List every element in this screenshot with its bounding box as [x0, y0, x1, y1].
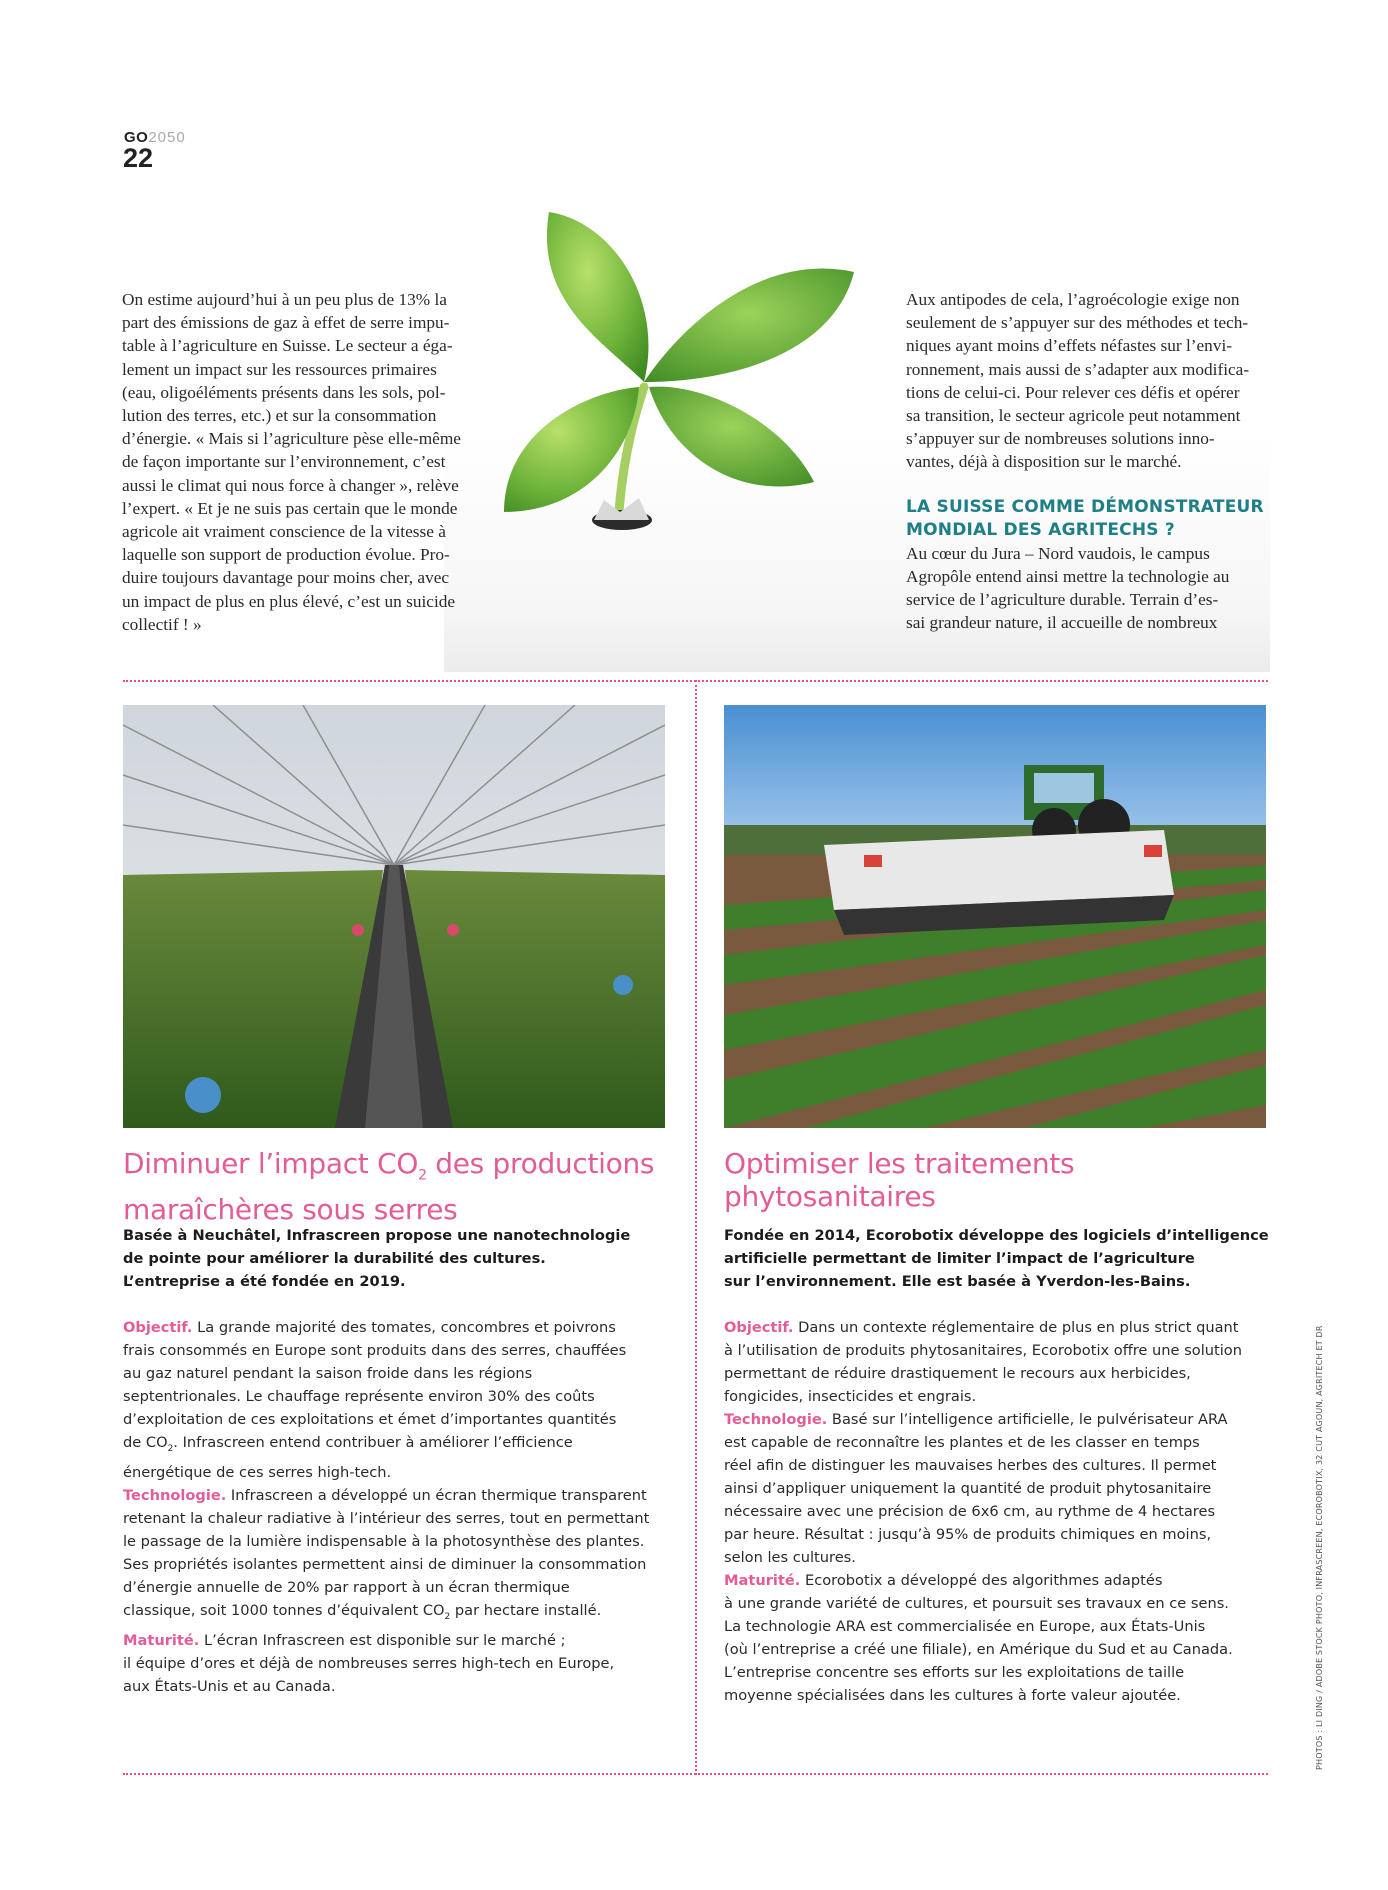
lead-line: sur l’environnement. Elle est basée à Yverdon-les-Bains.	[724, 1273, 1191, 1290]
body-line: septentrionales. Le chauffage représente environ 30% des coûts	[123, 1388, 595, 1405]
body-line: fongicides, insecticides et engrais.	[724, 1388, 977, 1405]
text-line: (eau, oligoéléments présents dans les sols, pol-	[122, 382, 446, 402]
subheading-line: MONDIAL DES AGRITECHS ?	[906, 519, 1175, 540]
lead-line: Basée à Neuchâtel, Infrascreen propose une nanotechnologie	[123, 1227, 631, 1244]
body-line: à l’utilisation de produits phytosanitaires, Ecorobotix offre une solution	[724, 1342, 1242, 1359]
text-line: service de l’agriculture durable. Terrain d’es-	[906, 590, 1219, 610]
body-line: par heure. Résultat : jusqu’à 95% de produits chimiques en moins,	[724, 1526, 1212, 1543]
body-text: Infrascreen a développé un écran thermique transparent	[226, 1486, 647, 1504]
lead-line: Fondée en 2014, Ecorobotix développe des logiciels d’intelligence	[724, 1227, 1269, 1244]
body-line: énergétique de ces serres high-tech.	[123, 1463, 392, 1481]
text-line: laquelle son support de production évolue. Pro-	[122, 545, 450, 565]
article-right-lead	[724, 1224, 1284, 1293]
title-subscript: 2	[418, 1167, 427, 1184]
subscript-2: 2	[167, 1443, 174, 1454]
body-line	[123, 1629, 683, 1652]
body-line: moyenne spécialisées dans les cultures à forte valeur ajoutée.	[724, 1687, 1181, 1704]
article-right-body	[724, 1316, 1284, 1707]
text-line: collectif ! »	[122, 614, 202, 634]
greenhouse-photo	[123, 705, 665, 1128]
body-text: La grande majorité des tomates, concombres et poivrons	[192, 1319, 616, 1336]
body-text: Dans un contexte réglementaire de plus en plus strict quant	[793, 1319, 1239, 1336]
subscript-2: 2	[444, 1611, 451, 1622]
body-line: L’entreprise concentre ses efforts sur les exploitations de taille	[724, 1664, 1185, 1681]
text-line: s’appuyer sur de nombreuses solutions inno-	[906, 429, 1215, 449]
label-objectif: Objectif.	[724, 1319, 794, 1336]
text-line: duire toujours davantage pour moins cher, avec	[122, 568, 450, 588]
body-line	[724, 1408, 1284, 1431]
body-line	[123, 1316, 683, 1339]
body-line	[123, 1484, 683, 1507]
field-robot-photo	[724, 705, 1266, 1128]
intro-right-column	[906, 288, 1268, 634]
article-left-title	[123, 1147, 683, 1226]
title-line: maraîchères sous serres	[123, 1192, 458, 1226]
body-line: il équipe d’ores et déjà de nombreuses serres high-tech en Europe,	[123, 1654, 615, 1672]
body-line	[724, 1569, 1284, 1592]
intro-left-column	[122, 288, 484, 636]
body-text: L’écran Infrascreen est disponible sur le marché ;	[199, 1631, 566, 1649]
text-line: l’expert. « Et je ne suis pas certain que le monde	[122, 498, 458, 518]
body-line: ainsi d’appliquer uniquement la quantité de produit phytosanitaire	[724, 1480, 1212, 1497]
body-line: est capable de reconnaître les plantes et de les classer en temps	[724, 1434, 1200, 1451]
title-line	[123, 1147, 683, 1193]
magazine-logo-bold: GO	[124, 129, 149, 146]
text-line: tions de celui-ci. Pour relever ces défis et opérer	[906, 382, 1240, 402]
text-line: sai grandeur nature, il accueille de nombreux	[906, 613, 1218, 633]
text-line: niques ayant moins d’effets néfastes sur l’envi-	[906, 336, 1233, 356]
text-line: On estime aujourd’hui à un peu plus de 13% la	[122, 290, 447, 309]
body-line	[123, 1599, 683, 1629]
center-dotted-divider	[695, 680, 697, 1775]
body-line: d’exploitation de ces exploitations et émet d’importantes quantités	[123, 1411, 617, 1428]
body-line: au gaz naturel pendant la saison froide dans les régions	[123, 1365, 533, 1382]
text-line: table à l’agriculture en Suisse. Le secteur a éga-	[122, 336, 453, 356]
label-maturite: Maturité.	[123, 1631, 200, 1649]
title-text: des productions	[426, 1147, 655, 1180]
text-line: d’énergie. « Mais si l’agriculture pèse elle-même	[122, 429, 461, 449]
text-line: un impact de plus en plus élevé, c’est un suicide	[122, 591, 456, 611]
label-technologie: Technologie.	[123, 1486, 227, 1504]
body-line	[724, 1316, 1284, 1339]
magazine-logo-thin: 2050	[148, 129, 186, 146]
page-number: 22	[123, 143, 154, 173]
article-left-lead	[123, 1224, 683, 1293]
text-line: Au cœur du Jura – Nord vaudois, le campus	[906, 543, 1210, 563]
text-line: part des émissions de gaz à effet de serre impu-	[122, 313, 450, 333]
text-line: vantes, déjà à disposition sur le marché.	[906, 452, 1182, 472]
body-line	[123, 1431, 683, 1461]
body-line: Ses propriétés isolantes permettent ainsi de diminuer la consommation	[123, 1555, 647, 1573]
photo-credit: PHOTOS : LI DING / ADOBE STOCK PHOTO, INFRASCREEN, ECOROBOTIX, 32 CUT AGOUN, AGRITECH ET DR	[1315, 1325, 1324, 1770]
body-line: permettant de réduire drastiquement le recours aux herbicides,	[724, 1365, 1191, 1382]
body-line: d’énergie annuelle de 20% par rapport à un écran thermique	[123, 1578, 570, 1596]
text-line: de façon importante sur l’environnement, c’est	[122, 452, 446, 472]
text-line: lement un impact sur les ressources primaires	[122, 359, 437, 379]
article-right-title	[724, 1147, 1284, 1213]
text-line: agricole ait vraiment conscience de la vitesse à	[122, 522, 446, 542]
body-text: . Infrascreen entend contribuer à améliorer l’efficience	[173, 1434, 573, 1451]
body-text: Ecorobotix a développé des algorithmes adaptés	[800, 1572, 1163, 1589]
text-line: lution des terres, etc.) et sur la consommation	[122, 406, 437, 426]
label-maturite: Maturité.	[724, 1572, 801, 1589]
lead-line: L’entreprise a été fondée en 2019.	[123, 1273, 406, 1290]
body-line: frais consommés en Europe sont produits dans des serres, chauffées	[123, 1342, 627, 1359]
body-line: aux États-Unis et au Canada.	[123, 1677, 336, 1695]
body-line: réel afin de distinguer les mauvaises herbes des cultures. Il permet	[724, 1457, 1217, 1474]
text-line: aussi le climat qui nous force à changer », relève	[122, 475, 459, 495]
body-line: selon les cultures.	[724, 1549, 856, 1566]
body-text: de CO	[123, 1434, 168, 1451]
text-line: Aux antipodes de cela, l’agroécologie exige non	[906, 290, 1240, 309]
text-line: ronnement, mais aussi de s’adapter aux modifica-	[906, 359, 1250, 379]
lead-line: de pointe pour améliorer la durabilité des cultures.	[123, 1250, 546, 1267]
text-line: Agropôle entend ainsi mettre la technologie au	[906, 566, 1230, 586]
section-subheading	[906, 496, 1268, 542]
body-text: classique, soit 1000 tonnes d’équivalent CO	[123, 1601, 445, 1619]
title-text: Diminuer l’impact CO	[123, 1147, 419, 1180]
label-objectif: Objectif.	[123, 1319, 193, 1336]
label-technologie: Technologie.	[724, 1411, 828, 1428]
lead-line: artificielle permettant de limiter l’impact de l’agriculture	[724, 1250, 1195, 1267]
body-line: La technologie ARA est commercialisée en Europe, aux États-Unis	[724, 1618, 1206, 1635]
subheading-line: LA SUISSE COMME DÉMONSTRATEUR	[906, 496, 1264, 517]
body-line: nécessaire avec une précision de 6x6 cm, au rythme de 4 hectares	[724, 1503, 1216, 1520]
body-text: Basé sur l’intelligence artificielle, le pulvérisateur ARA	[827, 1411, 1228, 1428]
body-line: retenant la chaleur radiative à l’intérieur des serres, tout en permettant	[123, 1509, 650, 1527]
body-text: par hectare installé.	[450, 1601, 602, 1619]
bottom-dotted-divider	[123, 1773, 1268, 1775]
body-line: à une grande variété de cultures, et poursuit ses travaux en ce sens.	[724, 1595, 1229, 1612]
title-line: phytosanitaires	[724, 1180, 936, 1213]
body-line: le passage de la lumière indispensable à la photosynthèse des plantes.	[123, 1532, 645, 1550]
text-line: seulement de s’appuyer sur des méthodes et tech-	[906, 313, 1249, 333]
title-line: Optimiser les traitements	[724, 1147, 1075, 1180]
body-line: (où l’entreprise a créé une filiale), en Amérique du Sud et au Canada.	[724, 1641, 1233, 1658]
text-line: sa transition, le secteur agricole peut notamment	[906, 406, 1241, 426]
article-left-body	[123, 1316, 683, 1698]
